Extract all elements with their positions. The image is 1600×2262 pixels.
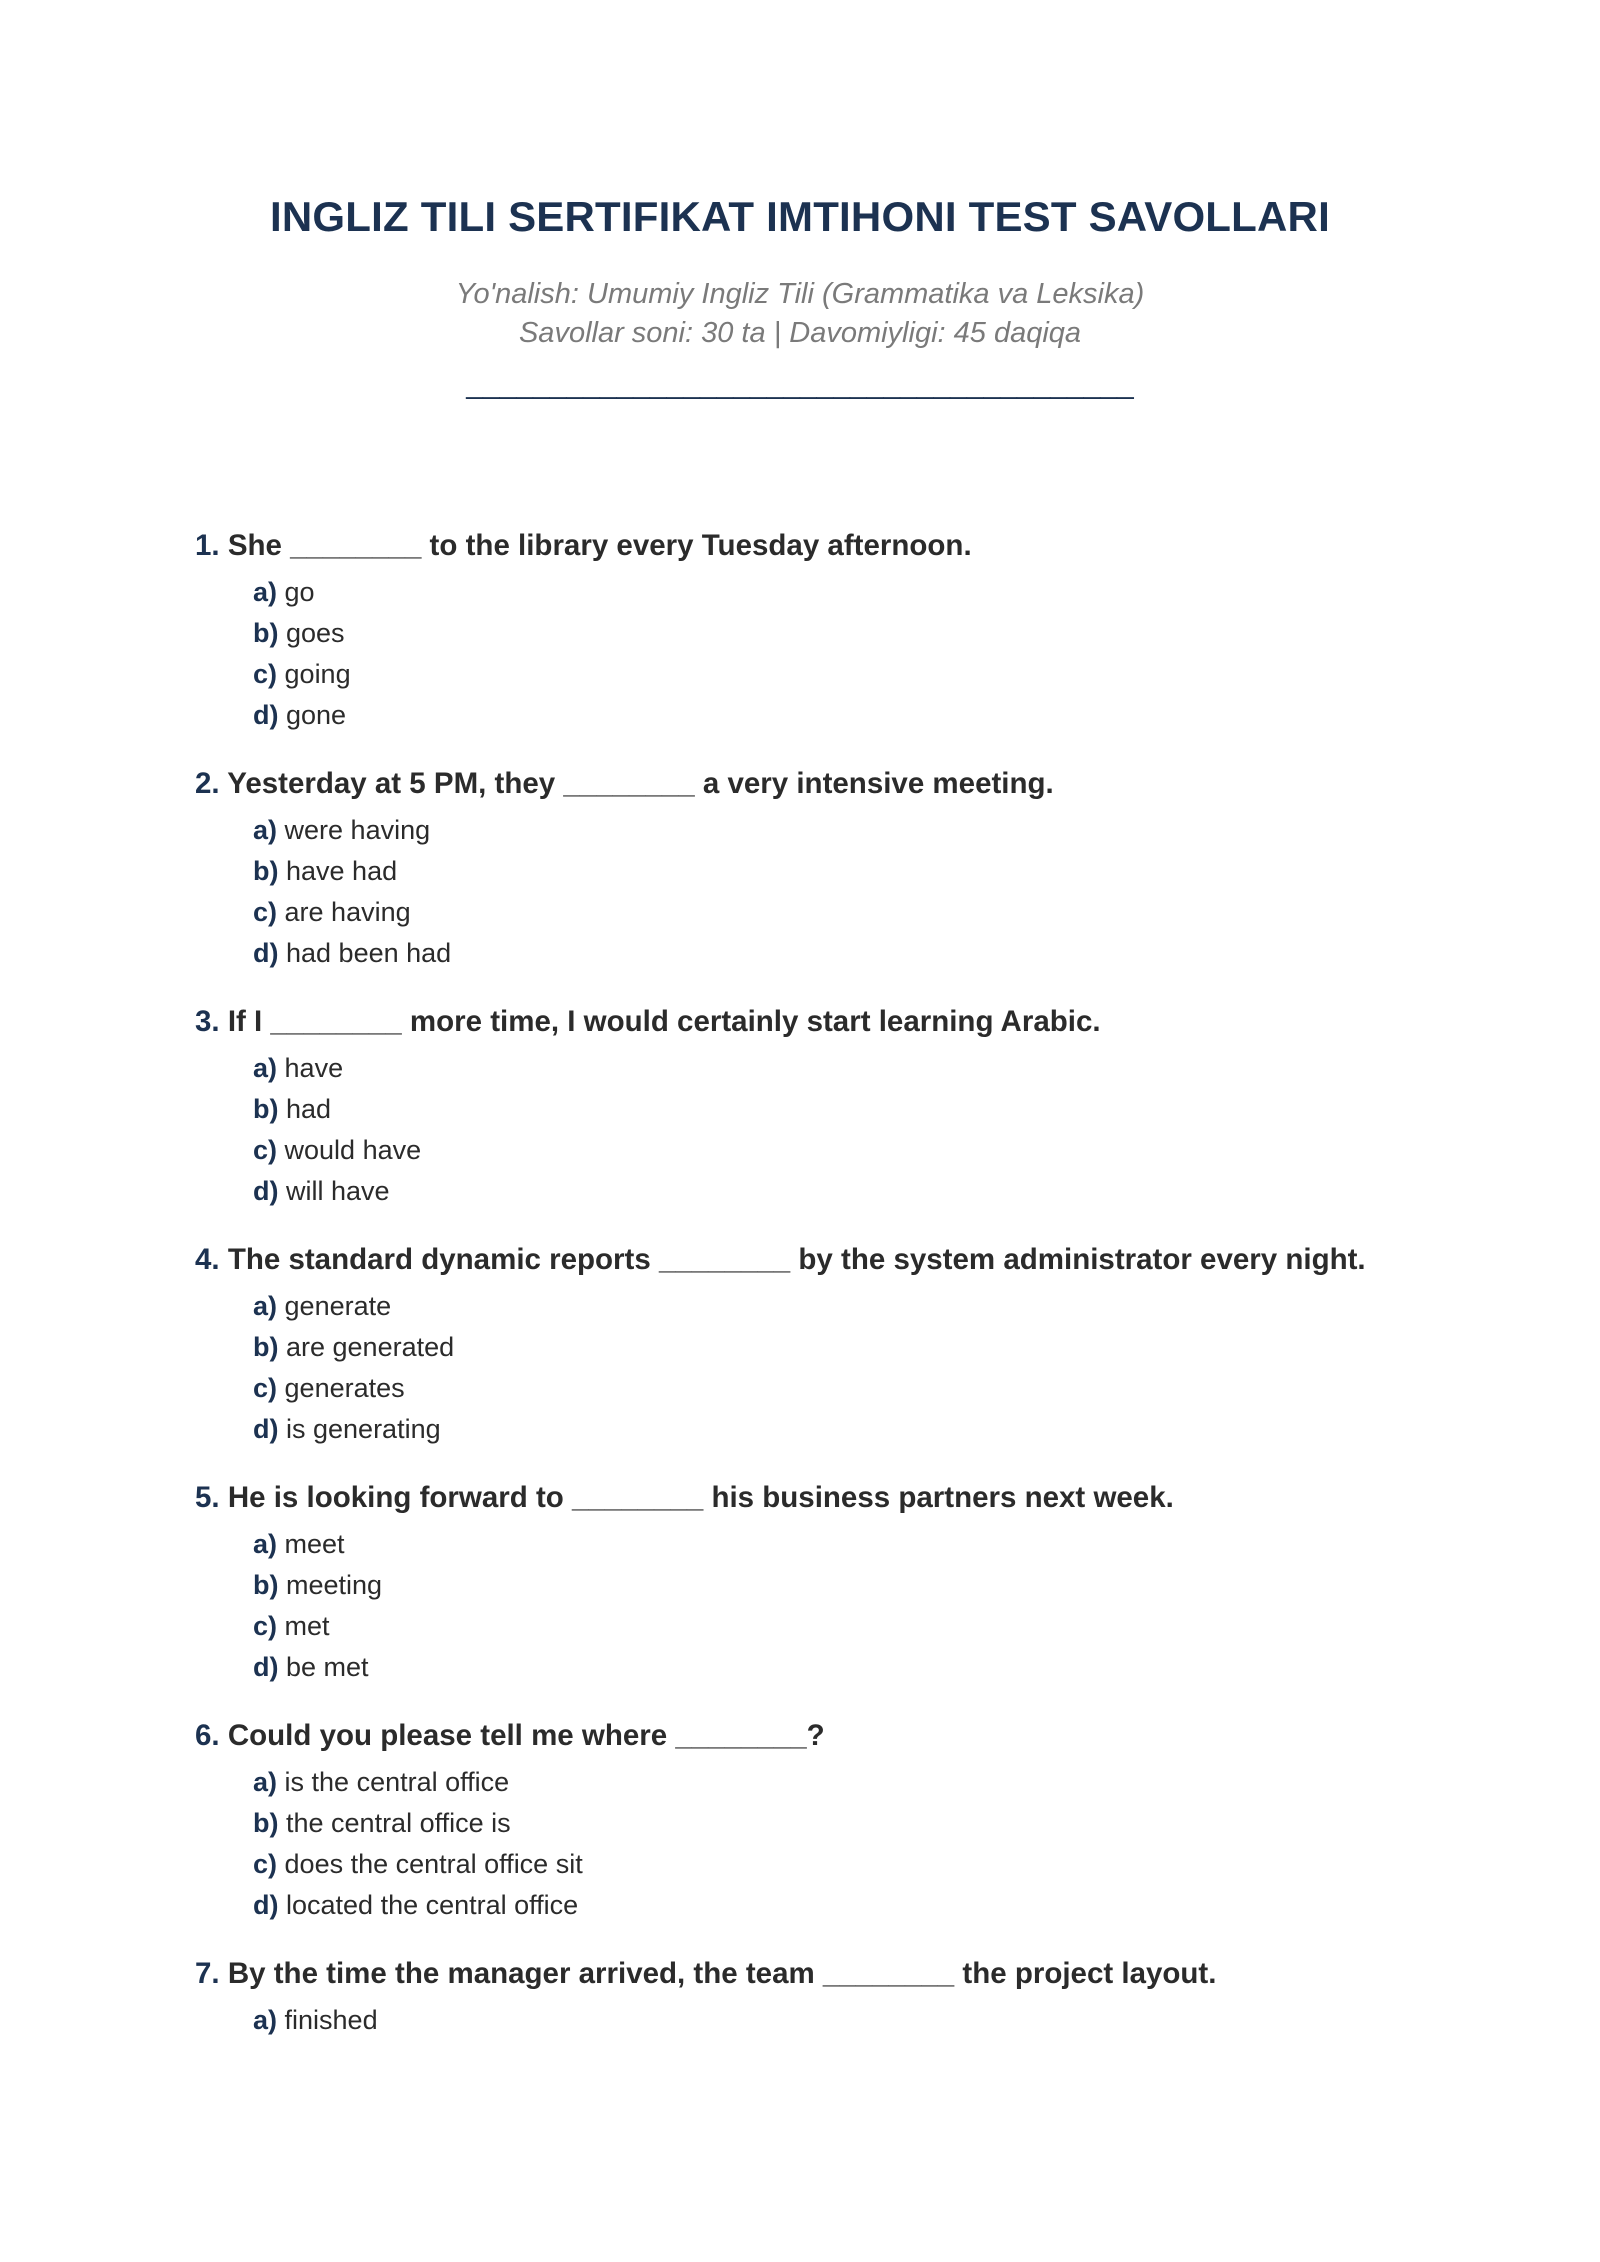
option-letter: a) (253, 577, 278, 607)
option-text: are generated (286, 1332, 455, 1362)
answer-option (253, 1885, 1495, 1926)
option-letter: c) (253, 1135, 278, 1165)
option-text: finished (284, 2005, 378, 2035)
answer-option (253, 1565, 1495, 1606)
answer-option (253, 613, 1495, 654)
option-letter: c) (253, 1849, 278, 1879)
question-stem: The standard dynamic reports ________ by the system administrator every night. (227, 1243, 1366, 1276)
option-letter: a) (253, 1529, 278, 1559)
option-text: go (284, 577, 315, 607)
answer-option (253, 933, 1495, 974)
question-7 (195, 1954, 1495, 2041)
option-letter: b) (253, 856, 279, 886)
option-letter: d) (253, 700, 279, 730)
answer-option (253, 572, 1495, 613)
answer-options (195, 810, 1495, 974)
option-text: located the central office (286, 1890, 579, 1920)
option-text: going (284, 659, 351, 689)
option-text: are having (284, 897, 411, 927)
answer-option (253, 1048, 1495, 1089)
question-stem: By the time the manager arrived, the team ________ the project layout. (227, 1957, 1217, 1990)
option-text: would have (284, 1135, 422, 1165)
option-text: be met (286, 1652, 369, 1682)
option-letter: d) (253, 938, 279, 968)
question-text (195, 764, 1495, 804)
option-text: meeting (286, 1570, 383, 1600)
answer-options (195, 1286, 1495, 1450)
question-number: 3. (195, 1005, 220, 1038)
answer-options (195, 1524, 1495, 1688)
answer-option (253, 851, 1495, 892)
option-letter: b) (253, 618, 279, 648)
subtitle-direction: Yo'nalish: Umumiy Ingliz Tili (Grammatika va Leksika) (455, 278, 1145, 310)
question-number: 7. (195, 1957, 220, 1990)
question-stem: He is looking forward to ________ his business partners next week. (227, 1481, 1174, 1514)
option-text: have (284, 1053, 344, 1083)
option-letter: a) (253, 815, 278, 845)
option-letter: d) (253, 1890, 279, 1920)
option-text: is the central office (284, 1767, 510, 1797)
option-text: gone (286, 700, 347, 730)
answer-option (253, 1286, 1495, 1327)
question-text (195, 1240, 1495, 1280)
option-text: generates (284, 1373, 405, 1403)
answer-option (253, 1089, 1495, 1130)
answer-option (253, 1327, 1495, 1368)
option-letter: a) (253, 1053, 278, 1083)
question-6 (195, 1716, 1495, 1926)
question-number: 6. (195, 1719, 220, 1752)
option-letter: b) (253, 1808, 279, 1838)
question-number: 2. (195, 767, 220, 800)
question-1 (195, 526, 1495, 736)
question-text (195, 526, 1495, 566)
option-text: the central office is (286, 1808, 511, 1838)
question-number: 1. (195, 529, 220, 562)
option-letter: c) (253, 1373, 278, 1403)
answer-option (253, 654, 1495, 695)
answer-option (253, 1803, 1495, 1844)
answer-option (253, 1647, 1495, 1688)
answer-option (253, 2000, 1495, 2041)
question-stem: She ________ to the library every Tuesday afternoon. (227, 529, 972, 562)
answer-options (195, 572, 1495, 736)
answer-option (253, 695, 1495, 736)
subtitle-details: Savollar soni: 30 ta | Davomiyligi: 45 daqiqa (518, 317, 1082, 349)
answer-options (195, 1048, 1495, 1212)
option-text: will have (286, 1176, 390, 1206)
question-3 (195, 1002, 1495, 1212)
option-text: does the central office sit (284, 1849, 583, 1879)
option-letter: c) (253, 897, 278, 927)
option-text: were having (284, 815, 431, 845)
answer-option (253, 892, 1495, 933)
question-5 (195, 1478, 1495, 1688)
option-text: had (286, 1094, 332, 1124)
option-text: met (284, 1611, 330, 1641)
question-list (195, 526, 1495, 2069)
answer-option (253, 1171, 1495, 1212)
question-number: 5. (195, 1481, 220, 1514)
option-text: had been had (286, 938, 452, 968)
answer-option (253, 1130, 1495, 1171)
option-letter: b) (253, 1570, 279, 1600)
answer-option (253, 1844, 1495, 1885)
answer-option (253, 1606, 1495, 1647)
answer-option (253, 1409, 1495, 1450)
option-text: goes (286, 618, 345, 648)
header-divider: ________________________________________ (466, 367, 1134, 400)
answer-option (253, 1524, 1495, 1565)
option-text: meet (284, 1529, 345, 1559)
option-text: is generating (286, 1414, 441, 1444)
option-letter: d) (253, 1414, 279, 1444)
option-letter: c) (253, 1611, 278, 1641)
option-letter: b) (253, 1094, 279, 1124)
option-letter: a) (253, 2005, 278, 2035)
answer-option (253, 1762, 1495, 1803)
question-text (195, 1716, 1495, 1756)
question-stem: Yesterday at 5 PM, they ________ a very intensive meeting. (227, 767, 1054, 800)
option-letter: a) (253, 1767, 278, 1797)
answer-option (253, 1368, 1495, 1409)
question-stem: Could you please tell me where ________? (227, 1719, 825, 1752)
question-4 (195, 1240, 1495, 1450)
option-letter: a) (253, 1291, 278, 1321)
option-letter: d) (253, 1652, 279, 1682)
option-text: generate (284, 1291, 392, 1321)
answer-options (195, 2000, 1495, 2041)
answer-option (253, 810, 1495, 851)
answer-options (195, 1762, 1495, 1926)
option-letter: b) (253, 1332, 279, 1362)
option-text: have had (286, 856, 398, 886)
option-letter: d) (253, 1176, 279, 1206)
question-text (195, 1954, 1495, 1994)
question-2 (195, 764, 1495, 974)
page-title: INGLIZ TILI SERTIFIKAT IMTIHONI TEST SAVOLLARI (270, 193, 1330, 240)
question-stem: If I ________ more time, I would certainly start learning Arabic. (227, 1005, 1101, 1038)
question-number: 4. (195, 1243, 220, 1276)
question-text (195, 1002, 1495, 1042)
option-letter: c) (253, 659, 278, 689)
question-text (195, 1478, 1495, 1518)
